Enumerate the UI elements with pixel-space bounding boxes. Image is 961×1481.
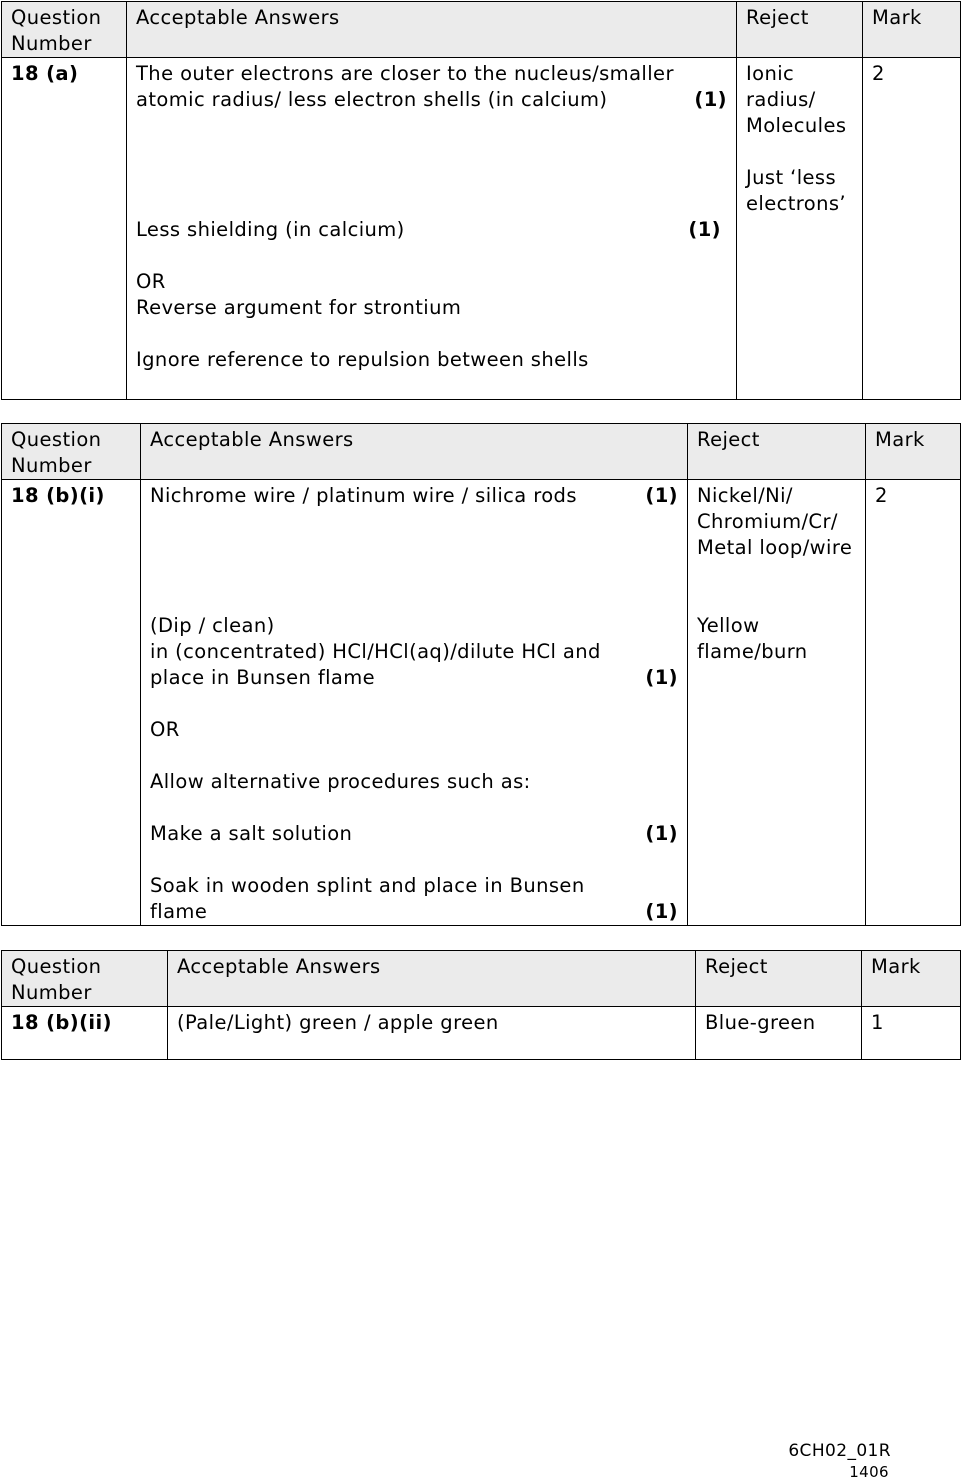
mark-cell: 2 — [866, 480, 961, 926]
header-question-number: Question Number — [2, 951, 168, 1007]
answer-line — [136, 87, 727, 113]
reject-item: Just ‘less electrons’ — [746, 166, 847, 215]
acceptable-answers-cell — [127, 58, 737, 400]
answer-line: (Dip / clean) — [150, 614, 275, 637]
header-mark: Mark — [862, 951, 961, 1007]
table-header-row — [2, 2, 961, 58]
table-row — [2, 480, 961, 926]
question-number: 18 (a) — [2, 58, 127, 400]
or-separator: OR — [136, 270, 166, 293]
table-header-row — [2, 424, 961, 480]
answer-line: in (concentrated) HCl/HCl(aq)/dilute HCl and — [150, 640, 601, 663]
header-question-number: Question Number — [2, 424, 141, 480]
mark-indicator: (1) — [688, 218, 721, 241]
header-reject: Reject — [696, 951, 862, 1007]
table-header-row — [2, 951, 961, 1007]
answer-line — [150, 665, 678, 691]
answer-text: atomic radius/ less electron shells (in calcium) — [136, 88, 608, 111]
mark-cell: 1 — [862, 1007, 961, 1060]
answer-line — [150, 899, 678, 925]
answer-line — [150, 821, 678, 847]
header-question-number: Question Number — [2, 2, 127, 58]
header-acceptable-answers: Acceptable Answers — [127, 2, 737, 58]
acceptable-answers-cell — [141, 480, 688, 926]
mark-scheme-table-18bii — [1, 950, 961, 1060]
header-mark: Mark — [866, 424, 961, 480]
answer-line: Ignore reference to repulsion between shells — [136, 348, 589, 371]
header-mark: Mark — [863, 2, 961, 58]
answer-text: Less shielding (in calcium) — [136, 218, 405, 241]
table-row — [2, 58, 961, 400]
or-separator: OR — [150, 718, 180, 741]
mark-indicator: (1) — [645, 666, 678, 689]
mark-scheme-table-18bi — [1, 423, 961, 926]
answer-text: flame — [150, 900, 208, 923]
question-number: 18 (b)(ii) — [2, 1007, 168, 1060]
page-number: 1406 — [849, 1463, 889, 1481]
answer-line — [150, 483, 678, 509]
answer-line: Soak in wooden splint and place in Bunsen — [150, 874, 585, 897]
reject-cell — [737, 58, 863, 400]
reject-cell — [688, 480, 866, 926]
header-acceptable-answers: Acceptable Answers — [168, 951, 696, 1007]
header-reject: Reject — [688, 424, 866, 480]
answer-line: The outer electrons are closer to the nucleus/smaller — [136, 62, 674, 85]
mark-scheme-table-18a — [1, 1, 961, 400]
mark-indicator: (1) — [645, 484, 678, 507]
answer-text: place in Bunsen flame — [150, 666, 376, 689]
reject-cell: Blue-green — [696, 1007, 862, 1060]
answer-line: Allow alternative procedures such as: — [150, 770, 531, 793]
table-row — [2, 1007, 961, 1060]
acceptable-answers-cell: (Pale/Light) green / apple green — [168, 1007, 696, 1060]
answer-text: Make a salt solution — [150, 822, 353, 845]
answer-text: Nichrome wire / platinum wire / silica rods — [150, 484, 577, 507]
header-acceptable-answers: Acceptable Answers — [141, 424, 688, 480]
reject-item: Nickel/Ni/ Chromium/Cr/ Metal loop/wire — [697, 484, 853, 559]
mark-cell: 2 — [863, 58, 961, 400]
answer-line: Reverse argument for strontium — [136, 296, 462, 319]
paper-code: 6CH02_01R — [788, 1441, 891, 1461]
reject-item: Ionic radius/ Molecules — [746, 62, 847, 137]
question-number: 18 (b)(i) — [2, 480, 141, 926]
answer-line — [136, 217, 727, 243]
header-reject: Reject — [737, 2, 863, 58]
mark-indicator: (1) — [694, 88, 727, 111]
mark-indicator: (1) — [645, 822, 678, 845]
reject-item: Yellow flame/burn — [697, 614, 808, 663]
mark-indicator: (1) — [645, 900, 678, 923]
